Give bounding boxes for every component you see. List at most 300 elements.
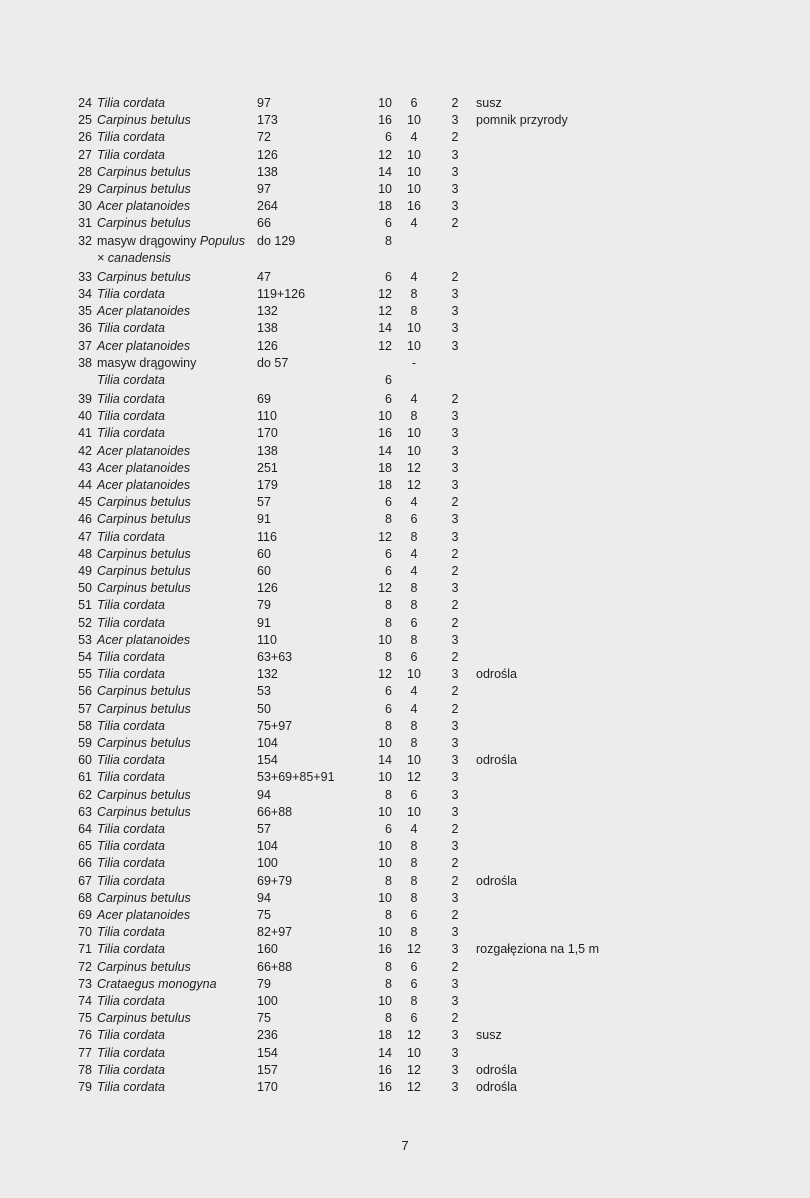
- condition-class: 3: [451, 460, 459, 475]
- species-name: Carpinus betulus: [97, 804, 191, 819]
- table-row: [0, 147, 810, 164]
- table-row: [0, 855, 810, 872]
- species-name: Carpinus betulus: [97, 736, 191, 750]
- species-name: Tilia cordata: [97, 529, 165, 544]
- condition-class: 3: [451, 338, 459, 353]
- trunk-circumference: 66: [257, 216, 271, 231]
- condition-class: 3: [451, 976, 459, 991]
- table-row: [0, 1079, 810, 1096]
- species-name: Tilia cordata: [97, 147, 165, 162]
- condition-class: 3: [451, 1080, 459, 1094]
- tree-number: 77: [78, 1045, 92, 1060]
- table-row: [0, 320, 810, 337]
- trunk-circumference: 53: [257, 684, 271, 699]
- table-row: [0, 890, 810, 907]
- species-name: Tilia cordata: [97, 650, 165, 664]
- crown-width: 6: [410, 908, 418, 922]
- crown-width: 12: [407, 770, 421, 785]
- table-row: [0, 391, 810, 408]
- condition-class: 3: [451, 304, 459, 319]
- crown-width: 8: [410, 529, 418, 544]
- trunk-circumference: 57: [257, 495, 271, 510]
- tree-number: 38: [78, 355, 92, 370]
- species-name: Tilia cordata: [97, 942, 165, 957]
- trunk-circumference: 79: [257, 976, 271, 991]
- tree-height: 6: [385, 564, 392, 578]
- condition-class: 3: [451, 994, 459, 1008]
- condition-class: 3: [451, 1028, 459, 1043]
- trunk-circumference: 53+69+85+91: [257, 770, 335, 785]
- table-row: [0, 597, 810, 614]
- table-row: [0, 338, 810, 355]
- table-row: [0, 804, 810, 821]
- table-row: [0, 529, 810, 546]
- species-name: Tilia cordata: [97, 426, 165, 441]
- crown-width: 12: [407, 1062, 421, 1077]
- table-row: [0, 718, 810, 735]
- tree-height: 8: [385, 908, 392, 922]
- tree-height: 16: [378, 113, 392, 128]
- species-name: Acer platanoides: [97, 338, 191, 353]
- tree-height: 8: [385, 615, 392, 630]
- species-name: Tilia cordata: [97, 615, 165, 630]
- crown-width: -: [411, 355, 417, 370]
- trunk-circumference: 170: [257, 426, 278, 441]
- crown-width: 6: [410, 959, 418, 974]
- remarks: odrośla: [476, 1080, 517, 1094]
- species-name: Tilia cordata: [97, 718, 165, 733]
- crown-width: 10: [407, 443, 421, 458]
- species-name: Tilia cordata: [97, 392, 165, 406]
- condition-class: 3: [451, 182, 459, 196]
- trunk-circumference: 100: [257, 994, 278, 1008]
- crown-width: 6: [410, 650, 418, 664]
- tree-height: 14: [378, 443, 392, 458]
- condition-class: 2: [451, 269, 459, 284]
- trunk-circumference: 110: [257, 409, 277, 424]
- tree-height: 10: [378, 96, 392, 110]
- condition-class: 3: [451, 667, 459, 682]
- tree-height: 8: [385, 650, 392, 664]
- crown-width: 8: [410, 598, 418, 613]
- species-name: [97, 355, 196, 372]
- condition-class: 3: [451, 925, 459, 940]
- table-row: [0, 215, 810, 232]
- tree-height: 10: [378, 182, 392, 196]
- condition-class: 2: [451, 959, 459, 974]
- condition-class: 2: [451, 856, 459, 871]
- table-row: [0, 924, 810, 941]
- tree-height: 14: [378, 753, 392, 768]
- species-name: Tilia cordata: [97, 1080, 165, 1094]
- crown-width: 8: [410, 890, 418, 905]
- species-name: Tilia cordata: [97, 96, 165, 110]
- tree-height: 12: [378, 529, 392, 544]
- tree-number: 53: [78, 632, 92, 647]
- trunk-circumference: 104: [257, 839, 278, 854]
- condition-class: 2: [451, 495, 459, 510]
- species-name: Crataegus monogyna: [97, 976, 217, 991]
- trunk-circumference: 138: [257, 164, 278, 179]
- condition-class: 2: [451, 701, 459, 716]
- trunk-circumference: 63+63: [257, 650, 293, 664]
- species-name: Tilia cordata: [97, 994, 165, 1008]
- trunk-circumference: 138: [257, 321, 278, 336]
- crown-width: 6: [410, 96, 418, 110]
- condition-class: 3: [451, 443, 459, 458]
- condition-class: 3: [451, 287, 459, 301]
- tree-number: 29: [78, 182, 92, 196]
- tree-height: 16: [378, 942, 392, 957]
- trunk-circumference: 60: [257, 564, 271, 578]
- table-row: [0, 580, 810, 597]
- tree-height: 12: [378, 338, 392, 353]
- tree-height: 16: [378, 426, 392, 441]
- crown-width: 8: [410, 409, 418, 424]
- tree-number: 72: [78, 959, 92, 974]
- table-row: [0, 1027, 810, 1044]
- table-row: [0, 563, 810, 580]
- crown-width: 6: [410, 512, 418, 527]
- tree-height: 12: [378, 287, 392, 301]
- condition-class: 3: [451, 164, 459, 179]
- condition-class: 2: [451, 615, 459, 630]
- species-name: Carpinus betulus: [97, 787, 191, 802]
- species-name: Carpinus betulus: [97, 216, 191, 231]
- tree-number: 32: [78, 233, 92, 248]
- tree-number: 70: [78, 925, 92, 940]
- condition-class: 3: [451, 512, 459, 527]
- table-row: [0, 787, 810, 804]
- trunk-circumference: do 129: [257, 233, 296, 248]
- crown-width: 10: [407, 1045, 421, 1060]
- tree-height: 16: [378, 1062, 392, 1077]
- species-name: [97, 233, 245, 250]
- trunk-circumference: 50: [257, 701, 271, 716]
- tree-number: 52: [78, 615, 92, 630]
- tree-number: 66: [78, 856, 92, 871]
- table-row: [0, 683, 810, 700]
- trunk-circumference: 66+88: [257, 804, 293, 819]
- table-row: [0, 873, 810, 890]
- crown-width: 8: [410, 994, 418, 1008]
- trunk-circumference: 94: [257, 787, 271, 802]
- crown-width: 4: [410, 269, 418, 284]
- species-continuation: × canadensis: [97, 250, 172, 265]
- tree-height: 8: [385, 512, 392, 527]
- species-name: Acer platanoides: [97, 304, 191, 319]
- species-name: Tilia cordata: [97, 856, 165, 871]
- tree-number: 54: [78, 650, 92, 664]
- tree-number: 34: [78, 287, 92, 301]
- condition-class: 3: [451, 1062, 459, 1077]
- tree-number: 27: [78, 147, 92, 162]
- trunk-circumference: 154: [257, 753, 278, 768]
- tree-number: 55: [78, 667, 92, 682]
- condition-class: 3: [451, 942, 459, 957]
- condition-class: 3: [451, 113, 459, 128]
- crown-width: 6: [410, 1011, 418, 1026]
- tree-height: 10: [378, 856, 392, 871]
- table-row: [0, 95, 810, 112]
- condition-class: 3: [451, 632, 459, 647]
- trunk-circumference: 126: [257, 338, 278, 353]
- tree-height: 10: [378, 770, 392, 785]
- tree-number: 45: [78, 495, 92, 510]
- tree-number: 64: [78, 822, 92, 836]
- tree-height: 10: [378, 994, 392, 1008]
- tree-height: 8: [385, 976, 392, 991]
- tree-number: 74: [78, 994, 92, 1008]
- table-row: [0, 477, 810, 494]
- table-row: [0, 546, 810, 563]
- species-name: Tilia cordata: [97, 925, 165, 940]
- tree-number: 51: [78, 598, 92, 613]
- tree-height: 10: [378, 632, 392, 647]
- tree-number: 48: [78, 546, 92, 561]
- tree-height: 10: [378, 839, 392, 854]
- table-row: [0, 821, 810, 838]
- trunk-circumference: 57: [257, 822, 271, 836]
- species-name: Tilia cordata: [97, 409, 165, 424]
- remarks: odrośla: [476, 753, 517, 768]
- table-row: [0, 460, 810, 477]
- crown-width: 6: [410, 615, 418, 630]
- tree-height: 10: [378, 890, 392, 905]
- tree-number: 37: [78, 338, 92, 353]
- species-name: Carpinus betulus: [97, 113, 191, 128]
- tree-height: 12: [378, 147, 392, 162]
- tree-number: 40: [78, 409, 92, 424]
- tree-height: 10: [378, 736, 392, 750]
- tree-number: 62: [78, 787, 92, 802]
- condition-class: 2: [451, 392, 459, 406]
- trunk-circumference: 97: [257, 182, 271, 196]
- trunk-circumference: 264: [257, 199, 278, 214]
- table-row: [0, 993, 810, 1010]
- trunk-circumference: 75+97: [257, 718, 293, 733]
- crown-width: 4: [410, 216, 418, 231]
- tree-number: 47: [78, 529, 92, 544]
- remarks: odrośla: [476, 1062, 517, 1077]
- tree-number: 73: [78, 976, 92, 991]
- tree-height: 8: [385, 598, 392, 613]
- crown-width: 8: [410, 873, 418, 888]
- condition-class: 3: [451, 409, 459, 424]
- condition-class: 2: [451, 598, 459, 613]
- tree-height: 8: [385, 873, 392, 888]
- species-name: Acer platanoides: [97, 199, 191, 214]
- species-name: Carpinus betulus: [97, 546, 191, 561]
- tree-number: 46: [78, 512, 92, 527]
- table-row: [0, 286, 810, 303]
- crown-width: 4: [410, 684, 418, 699]
- condition-class: 3: [451, 890, 459, 905]
- species-name: Tilia cordata: [97, 873, 165, 888]
- species-name: Carpinus betulus: [97, 684, 191, 699]
- table-row: [0, 129, 810, 146]
- remarks: pomnik przyrody: [476, 113, 568, 128]
- tree-number: 30: [78, 199, 92, 214]
- species-name: Acer platanoides: [97, 460, 191, 475]
- tree-number: 60: [78, 753, 92, 768]
- table-row: [0, 511, 810, 528]
- table-row: [0, 164, 810, 181]
- trunk-circumference: 132: [257, 304, 278, 319]
- crown-width: 8: [410, 856, 418, 871]
- table-row: [0, 443, 810, 460]
- tree-height: 18: [378, 1028, 392, 1043]
- trunk-circumference: do 57: [257, 355, 289, 370]
- crown-width: 6: [410, 787, 418, 802]
- tree-number: 61: [78, 770, 92, 785]
- tree-height: 8: [385, 1011, 392, 1026]
- condition-class: 3: [451, 753, 459, 768]
- tree-number: 24: [78, 96, 92, 110]
- trunk-circumference: 251: [257, 460, 278, 475]
- crown-width: 10: [407, 321, 421, 336]
- table-row: [0, 976, 810, 993]
- condition-class: 3: [451, 718, 459, 733]
- crown-width: 8: [410, 839, 418, 854]
- remarks: rozgałęziona na 1,5 m: [476, 942, 599, 957]
- condition-class: 2: [451, 564, 459, 578]
- tree-number: 76: [78, 1028, 92, 1043]
- trunk-circumference: 154: [257, 1045, 278, 1060]
- trunk-circumference: 126: [257, 147, 278, 162]
- crown-width: 12: [407, 478, 421, 492]
- crown-width: 8: [410, 287, 418, 301]
- species-name: Tilia cordata: [97, 839, 165, 854]
- tree-height: 8: [385, 787, 392, 802]
- species-name: Tilia cordata: [97, 287, 165, 301]
- trunk-circumference: 160: [257, 942, 278, 957]
- species-name: Carpinus betulus: [97, 182, 191, 196]
- crown-width: 4: [410, 392, 418, 406]
- trunk-circumference: 82+97: [257, 925, 293, 940]
- trunk-circumference: 69: [257, 392, 271, 406]
- condition-class: 3: [451, 804, 459, 819]
- species-name: Tilia cordata: [97, 822, 165, 836]
- tree-number: 33: [78, 269, 92, 284]
- species-name: Carpinus betulus: [97, 495, 191, 510]
- trunk-circumference: 179: [257, 478, 278, 492]
- trunk-circumference: 100: [257, 856, 278, 871]
- condition-class: 3: [451, 581, 459, 596]
- tree-height: 6: [385, 372, 392, 387]
- tree-number: 42: [78, 443, 92, 458]
- tree-height: 6: [385, 701, 392, 716]
- condition-class: 2: [451, 546, 459, 561]
- tree-height: 14: [378, 164, 392, 179]
- crown-width: 4: [410, 564, 418, 578]
- crown-width: 8: [410, 581, 418, 596]
- trunk-circumference: 170: [257, 1080, 278, 1094]
- trunk-circumference: 60: [257, 546, 271, 561]
- condition-class: 3: [451, 770, 459, 785]
- species-continuation: Tilia cordata: [97, 372, 165, 387]
- trunk-circumference: 79: [257, 598, 271, 613]
- species-name: Acer platanoides: [97, 908, 191, 922]
- table-row: [0, 1062, 810, 1079]
- species-name: Acer platanoides: [97, 443, 191, 458]
- tree-number: 65: [78, 839, 92, 854]
- condition-class: 2: [451, 130, 459, 145]
- tree-height: 6: [385, 546, 392, 561]
- species-name: Tilia cordata: [97, 1028, 165, 1043]
- crown-width: 4: [410, 495, 418, 510]
- crown-width: 10: [407, 113, 421, 128]
- tree-number: 78: [78, 1062, 92, 1077]
- species-name: Tilia cordata: [97, 1045, 165, 1060]
- condition-class: 2: [451, 96, 459, 110]
- condition-class: 3: [451, 199, 459, 214]
- tree-height: 14: [378, 1045, 392, 1060]
- species-name: Tilia cordata: [97, 321, 165, 336]
- species-name: Carpinus betulus: [97, 1011, 191, 1026]
- tree-number: 50: [78, 581, 92, 596]
- species-genus: Populus: [199, 233, 246, 248]
- table-row: [0, 666, 810, 683]
- trunk-circumference: 104: [257, 736, 278, 750]
- crown-width: 12: [407, 460, 421, 475]
- tree-height: 8: [385, 718, 392, 733]
- trunk-circumference: 116: [257, 529, 277, 544]
- tree-height: 6: [385, 269, 392, 284]
- crown-width: 8: [410, 925, 418, 940]
- species-name: Acer platanoides: [97, 478, 191, 492]
- crown-width: 4: [410, 701, 418, 716]
- table-row: [0, 959, 810, 976]
- condition-class: 2: [451, 1011, 459, 1026]
- tree-number: 57: [78, 701, 92, 716]
- condition-class: 3: [451, 529, 459, 544]
- crown-width: 12: [407, 942, 421, 957]
- condition-class: 3: [451, 787, 459, 802]
- table-row: [0, 701, 810, 718]
- trunk-circumference: 132: [257, 667, 278, 682]
- trunk-circumference: 97: [257, 96, 271, 110]
- crown-width: 10: [407, 426, 421, 441]
- crown-width: 8: [410, 718, 418, 733]
- crown-width: 16: [407, 199, 421, 214]
- tree-number: 39: [78, 392, 92, 406]
- tree-number: 44: [78, 478, 92, 492]
- tree-number: 49: [78, 564, 92, 578]
- tree-number: 79: [78, 1080, 92, 1094]
- table-row: [0, 769, 810, 786]
- tree-height: 10: [378, 804, 392, 819]
- table-row: [0, 269, 810, 286]
- crown-width: 8: [410, 632, 418, 647]
- crown-width: 10: [407, 338, 421, 353]
- trunk-circumference: 157: [257, 1062, 278, 1077]
- species-name: Carpinus betulus: [97, 164, 191, 179]
- tree-number: 35: [78, 304, 92, 319]
- crown-width: 4: [410, 546, 418, 561]
- tree-height: 10: [378, 925, 392, 940]
- table-row: [0, 941, 810, 958]
- condition-class: 3: [451, 1045, 459, 1060]
- remarks: susz: [476, 1028, 502, 1043]
- crown-width: 10: [407, 753, 421, 768]
- tree-height: 6: [385, 130, 392, 145]
- tree-number: 26: [78, 130, 92, 145]
- trunk-circumference: 138: [257, 443, 278, 458]
- tree-height: 16: [378, 1080, 392, 1094]
- tree-number: 28: [78, 164, 92, 179]
- condition-class: 3: [451, 478, 459, 492]
